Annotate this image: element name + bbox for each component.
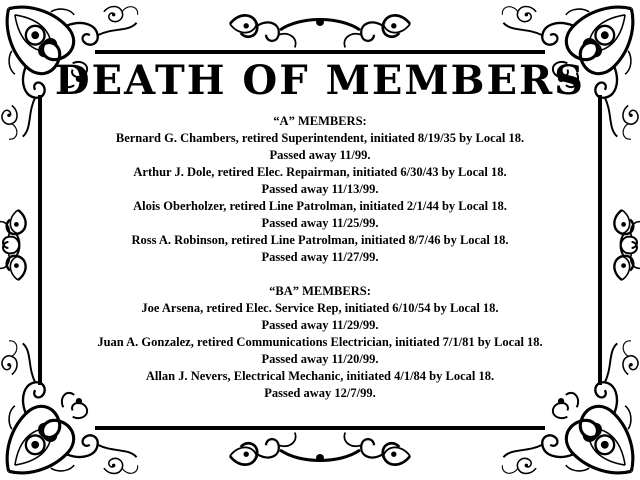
passed-away-date: Passed away 11/13/99. — [261, 182, 379, 196]
passed-away-date: Passed away 11/99. — [269, 148, 371, 162]
left-flourish — [0, 210, 26, 280]
member-entry: Ross A. Robinson, retired Line Patrolman, initiated 8/7/46 by Local 18. — [131, 233, 509, 247]
notice-body — [40, 113, 600, 402]
member-entry: Arthur J. Dole, retired Elec. Repairman, initiated 6/30/43 by Local 18. — [133, 165, 507, 179]
member-entry: Joe Arsena, retired Elec. Service Rep, initiated 6/10/54 by Local 18. — [141, 301, 499, 315]
member-entry: Allan J. Nevers, Electrical Mechanic, initiated 4/1/84 by Local 18. — [145, 369, 495, 383]
member-entry: Bernard G. Chambers, retired Superintendent, initiated 8/19/35 by Local 18. — [115, 131, 525, 145]
member-entry: Alois Oberholzer, retired Line Patrolman, initiated 2/1/44 by Local 18. — [133, 199, 507, 213]
section-spacer — [40, 266, 600, 283]
right-flourish — [614, 210, 640, 280]
passed-away-date: Passed away 11/25/99. — [261, 216, 379, 230]
member-entry: Juan A. Gonzalez, retired Communications Electrician, initiated 7/1/81 by Local 18. — [97, 335, 543, 349]
page-title: DEATH OF MEMBERS — [54, 57, 586, 104]
passed-away-date: Passed away 11/20/99. — [261, 352, 379, 366]
section-heading: “A” MEMBERS: — [273, 114, 367, 128]
bottom-flourish — [230, 433, 410, 465]
top-flourish — [230, 15, 410, 47]
passed-away-date: Passed away 12/7/99. — [264, 386, 376, 400]
passed-away-date: Passed away 11/27/99. — [261, 250, 379, 264]
section-heading: “BA” MEMBERS: — [269, 284, 371, 298]
passed-away-date: Passed away 11/29/99. — [261, 318, 379, 332]
